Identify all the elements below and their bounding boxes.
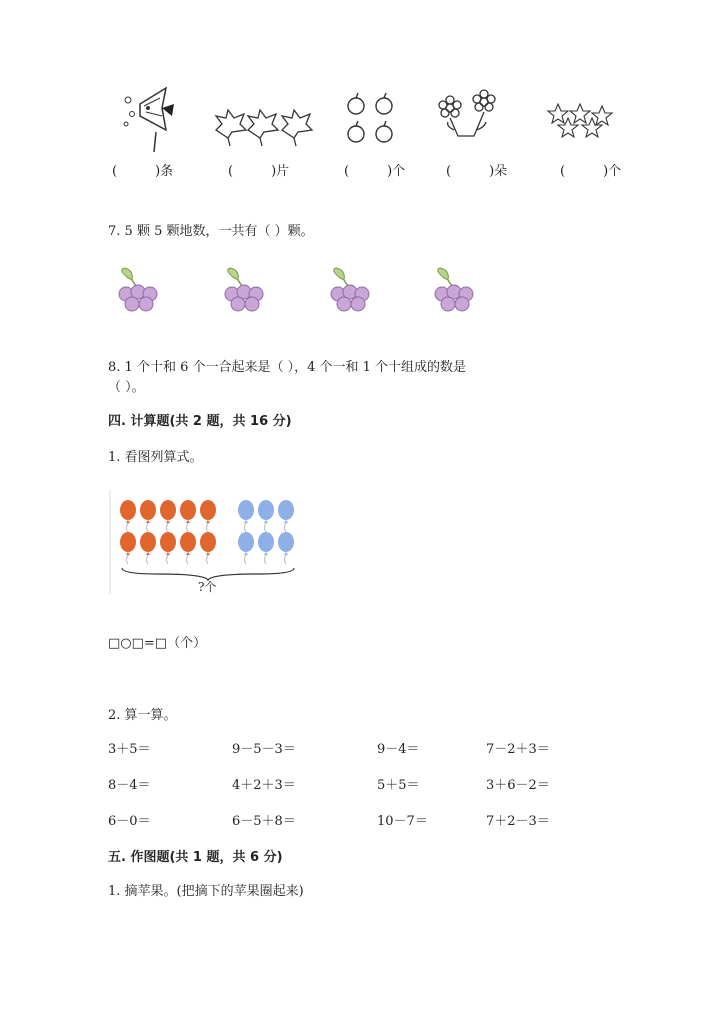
- arithmetic-item: 10－7＝: [377, 814, 428, 829]
- count-item-5: ( )个: [560, 164, 622, 179]
- arithmetic-item: 3＋6－2＝: [486, 778, 550, 793]
- flowers-icon: [436, 90, 500, 140]
- question-8-line-1: 8. 1 个十和 6 个一合起来是（ ），4 个一和 1 个十组成的数是: [108, 360, 467, 375]
- stars-icon: [548, 102, 612, 142]
- grape-icon: [430, 268, 480, 314]
- arithmetic-item: 7＋2－3＝: [486, 814, 550, 829]
- count-item-3: ( )个: [344, 164, 406, 179]
- count-item-1: ( )条: [112, 164, 174, 179]
- question-7: 7. 5 颗 5 颗地数，一共有（ ）颗。: [108, 224, 314, 239]
- grape-icon: [220, 268, 270, 314]
- fish-icon: [118, 86, 178, 156]
- balloon-total-label: ?个: [198, 580, 217, 594]
- arithmetic-item: 6－5＋8＝: [232, 814, 296, 829]
- arithmetic-item: 5＋5＝: [377, 778, 420, 793]
- arithmetic-item: 6－0＝: [108, 814, 151, 829]
- grape-icon: [326, 268, 376, 314]
- section-5-question-1: 1. 摘苹果。(把摘下的苹果圈起来): [108, 884, 304, 899]
- section-4-question-1: 1. 看图列算式。: [108, 450, 203, 465]
- arithmetic-item: 9－5－3＝: [232, 742, 296, 757]
- leaves-icon: [212, 108, 316, 148]
- section-4-question-2: 2. 算一算。: [108, 708, 177, 723]
- section-4-title: 四. 计算题(共 2 题，共 16 分): [108, 414, 292, 429]
- apples-icon: [346, 92, 396, 144]
- count-item-2: ( )片: [228, 164, 290, 179]
- arithmetic-item: 9－4＝: [377, 742, 420, 757]
- question-8-line-2: （ ）。: [108, 380, 145, 395]
- arithmetic-item: 3＋5＝: [108, 742, 151, 757]
- section-5-title: 五. 作图题(共 1 题，共 6 分): [108, 850, 283, 865]
- arithmetic-item: 7－2＋3＝: [486, 742, 550, 757]
- arithmetic-item: 4＋2＋3＝: [232, 778, 296, 793]
- formula-template: □○□=□（个）: [108, 636, 207, 651]
- count-item-4: ( )朵: [446, 164, 508, 179]
- arithmetic-item: 8－4＝: [108, 778, 151, 793]
- grape-icon: [114, 268, 164, 314]
